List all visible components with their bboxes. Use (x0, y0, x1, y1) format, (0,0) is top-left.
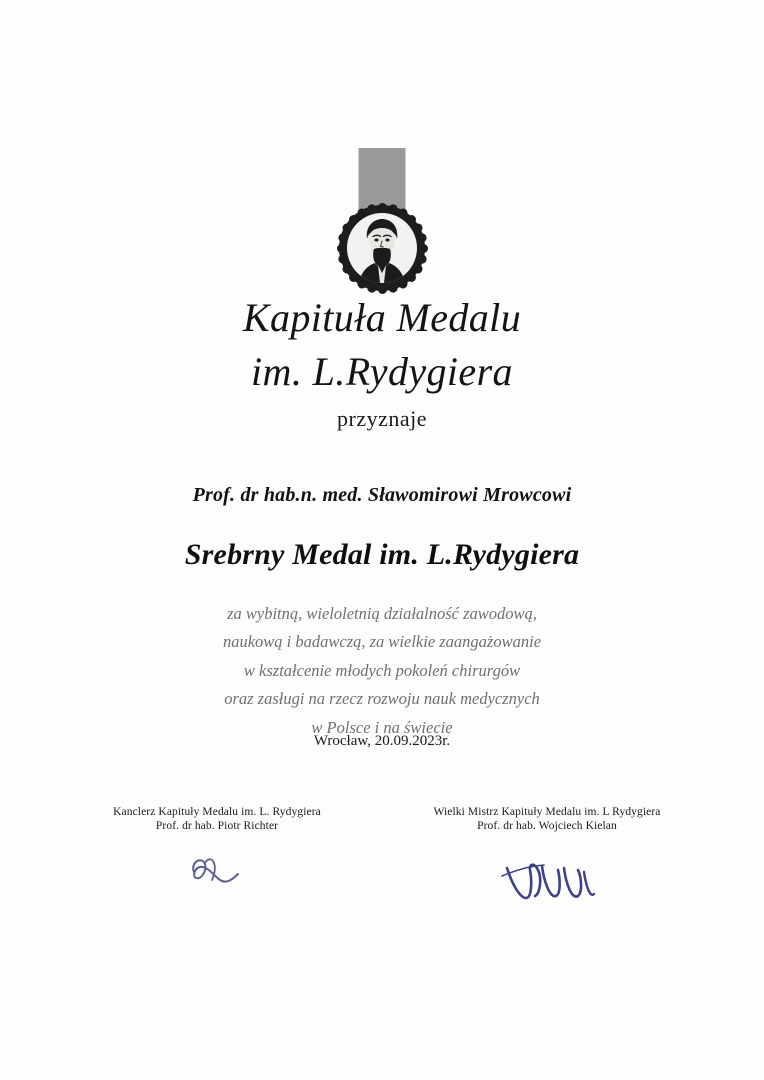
place-and-date: Wrocław, 20.09.2023r. (313, 733, 451, 749)
handwritten-signature-kanclerz-icon (81, 832, 353, 922)
certificate-title (0, 292, 764, 398)
signature-block-wielki-mistrz (411, 806, 683, 922)
recipient-name: Prof. dr hab.n. med. Sławomirowi Mrowcowi (192, 484, 572, 506)
citation-text (0, 600, 764, 742)
citation-line: oraz zasługi na rzecz rozwoju nauk medycznych (224, 689, 540, 709)
medal-icon (340, 206, 424, 290)
medal-face (347, 213, 417, 283)
title-line-1: Kapituła Medalu (242, 295, 522, 340)
citation-line: za wybitną, wieloletnią działalność zawodową, (227, 604, 537, 623)
bearded-man-portrait-icon (347, 213, 417, 283)
citation-line: naukową i badawczą, za wielkie zaangażowanie (222, 632, 542, 652)
signature-area (0, 806, 764, 922)
signature-person: Prof. dr hab. Wojciech Kielan (477, 820, 617, 832)
citation-line: w kształcenie młodych pokoleń chirurgów (243, 660, 521, 680)
citation-line: w Polsce i na świecie (311, 717, 453, 737)
medal-emblem (0, 148, 764, 293)
signature-person: Prof. dr hab. Piotr Richter (155, 820, 279, 832)
award-name: Srebrny Medal im. L.Rydygiera (184, 538, 580, 571)
awarding-verb: przyznaje (337, 406, 427, 431)
signature-block-kanclerz (81, 806, 353, 922)
handwritten-signature-wielki-mistrz-icon (411, 832, 683, 922)
signature-role: Wielki Mistrz Kapituły Medalu im. L Rydygiera (433, 806, 661, 818)
signature-role: Kanclerz Kapituły Medalu im. L. Rydygiera (113, 806, 321, 818)
title-line-2: im. L.Rydygiera (251, 349, 513, 394)
